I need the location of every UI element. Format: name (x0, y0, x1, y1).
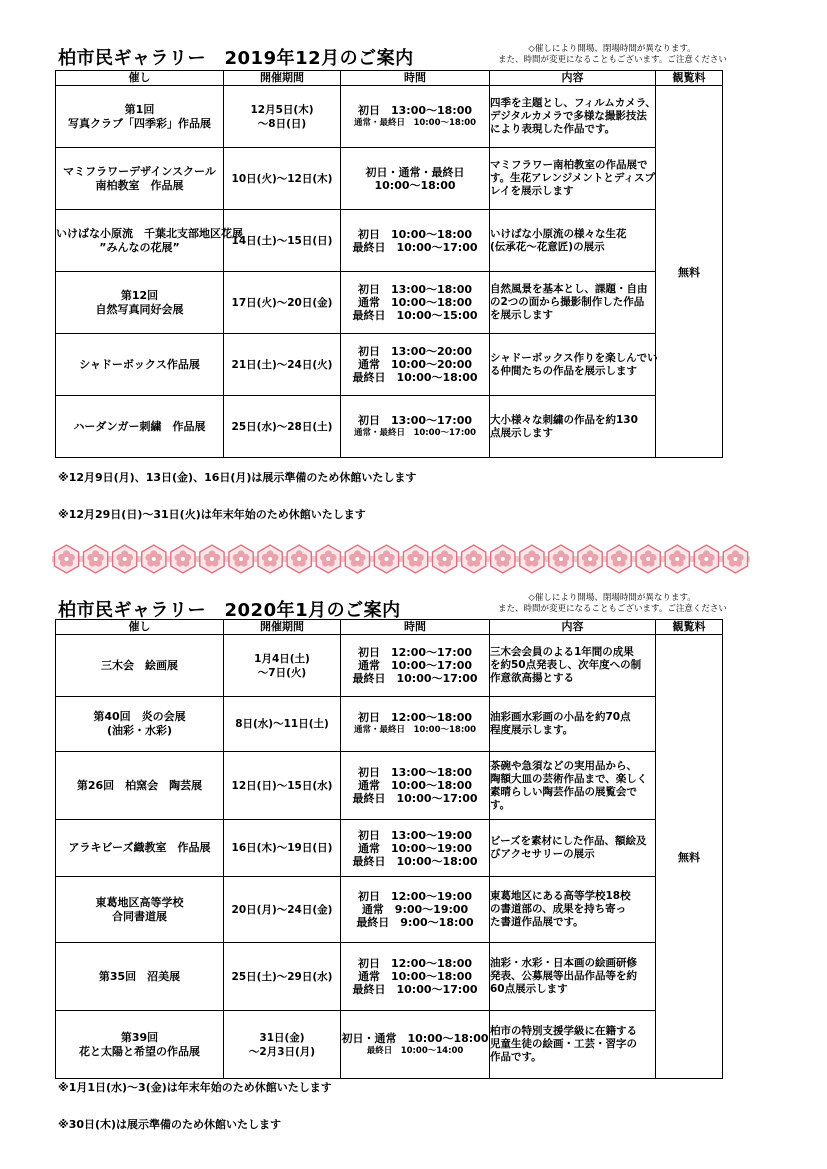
flower-petal (233, 554, 240, 561)
december-notice (498, 44, 726, 66)
event-description-line: 自然風景を基本とし、課題・自由 (490, 283, 648, 295)
event-description (490, 943, 656, 1011)
event-description-line: 素晴らしい陶芸作品の展覧会で (490, 785, 637, 798)
event-description-line: レイを展示します (490, 185, 574, 197)
event-name-line: 第12回 (120, 288, 159, 302)
event-description (490, 752, 656, 820)
flower-petal (175, 554, 182, 561)
event-hours (341, 697, 490, 752)
floral-border-decoration (52, 540, 750, 578)
event-description-line: びアクセサリーの展示 (490, 848, 595, 860)
event-name-line: 第40回 炎の会展 (93, 710, 186, 723)
flower-center (326, 557, 330, 561)
event-hours (341, 396, 490, 458)
event-hours-line: 初日 13:00～20:00 (357, 345, 473, 358)
event-hours-line: 最終日 10:00～18:00 (352, 371, 478, 384)
event-description-line: シャドーボックス作りを楽しんでい (490, 351, 658, 364)
flower-center (646, 557, 650, 561)
event-description (490, 697, 656, 752)
january-closure-note: ※30日(木)は展示準備のため休館いたします (58, 1118, 282, 1131)
event-name-line: 自然写真同好会展 (95, 302, 184, 316)
notice-line: ◇催しにより開場、閉場時間が異なります。 (528, 44, 696, 54)
event-hours-line: 初日 10:00～18:00 (357, 227, 473, 241)
admission-fee: 無料 (656, 86, 723, 458)
event-hours (341, 86, 490, 148)
event-description-line: を約50点発表し、次年度への制 (490, 659, 642, 671)
december-schedule-table (55, 70, 723, 458)
flower-petal (291, 554, 298, 561)
december-title: 柏市民ギャラリー 2019年12月のご案内 (58, 48, 414, 69)
event-hours-line: 最終日 10:00～14:00 (366, 1045, 464, 1056)
event-hours-line: 初日 12:00～18:00 (357, 957, 473, 970)
event-hours (341, 334, 490, 396)
event-hours-line: 通常 10:00～18:00 (357, 970, 473, 983)
event-period (224, 697, 341, 752)
event-description (490, 635, 656, 697)
event-name (56, 272, 224, 334)
event-hours-line: 通常 10:00～20:00 (357, 358, 473, 371)
notice-line: ◇催しにより開場、閉場時間が異なります。 (528, 593, 696, 603)
event-hours-line: 通常・最終日 10:00～18:00 (353, 725, 477, 735)
event-description (490, 396, 656, 458)
event-name (56, 148, 224, 210)
table-row (56, 334, 723, 396)
event-description-line: 発表、公募展等出品作品等を約 (490, 970, 637, 982)
flower-center (704, 557, 708, 561)
event-period-line: 12月5日(木) (250, 103, 314, 116)
flower-center (239, 557, 243, 561)
flower-petal (262, 554, 269, 561)
header-fee: 観覧料 (656, 71, 723, 86)
event-hours-line: 初日 12:00～19:00 (357, 890, 473, 903)
event-description (490, 1011, 656, 1079)
event-hours-line: 初日 12:00～17:00 (357, 646, 473, 659)
event-hours (341, 877, 490, 943)
event-description-line: マミフラワー南柏教室の作品展で (490, 159, 648, 171)
flower-center (65, 557, 69, 561)
event-hours-line: 通常・最終日 10:00～17:00 (353, 427, 477, 438)
event-hours-line: 初日 13:00～17:00 (357, 413, 473, 427)
event-name (56, 635, 224, 697)
header-hours: 時間 (341, 71, 490, 86)
event-period-line: ～2月3日(月) (248, 1045, 316, 1058)
flower-petal (640, 554, 647, 561)
event-period (224, 86, 341, 148)
event-hours-line: 初日 13:00～18:00 (357, 103, 473, 117)
event-hours (341, 943, 490, 1011)
event-period (224, 820, 341, 877)
admission-fee: 無料 (656, 635, 723, 1079)
flower-petal (145, 554, 152, 561)
event-name-line: シャドーボックス作品展 (79, 357, 200, 371)
event-hours-line: 最終日 10:00～17:00 (352, 792, 478, 805)
event-description-line: 柏市の特別支援学級に在籍する (490, 1025, 637, 1037)
flower-center (414, 557, 418, 561)
event-hours (341, 635, 490, 697)
event-hours-line: 初日・通常・最終日 (365, 165, 465, 179)
event-period-line: 21日(土)～24日(火) (231, 358, 333, 371)
event-hours (341, 820, 490, 877)
event-name-line: アラキビーズ織教室 作品展 (68, 841, 211, 854)
event-hours (341, 148, 490, 210)
flower-petal (320, 554, 327, 561)
january-schedule-table (55, 619, 723, 1079)
table-row (56, 877, 723, 943)
event-period-line: 12日(日)～15日(水) (231, 779, 333, 792)
december-closure-note: ※12月9日(月)、13日(金)、16日(月)は展示準備のため休館いたします (58, 471, 417, 484)
table-row (56, 148, 723, 210)
event-period-line: 25日(土)～29日(水) (231, 970, 333, 983)
event-period-line: 8日(水)～11日(土) (235, 718, 329, 730)
flower-petal (436, 554, 443, 561)
event-description (490, 148, 656, 210)
flower-petal (494, 554, 501, 561)
event-period-line: 16日(木)～19日(日) (231, 842, 333, 854)
table-row (56, 943, 723, 1011)
event-hours (341, 1011, 490, 1079)
header-fee: 観覧料 (656, 620, 723, 635)
flower-center (443, 557, 447, 561)
flower-petal (407, 554, 414, 561)
event-period (224, 334, 341, 396)
event-hours-line: 通常 10:00～18:00 (357, 779, 473, 792)
event-name (56, 943, 224, 1011)
event-description (490, 272, 656, 334)
flower-center (617, 557, 621, 561)
event-description-line: ビーズを素材にした作品、額絵及 (490, 835, 647, 847)
event-name (56, 334, 224, 396)
event-hours (341, 752, 490, 820)
event-description (490, 877, 656, 943)
event-description-line: 四季を主題とし、フィルムカメラ、 (490, 97, 656, 109)
header-period: 開催期間 (224, 71, 341, 86)
event-description (490, 820, 656, 877)
flower-petal (524, 554, 531, 561)
event-name-line: 第1回 (124, 102, 155, 116)
table-row (56, 210, 723, 272)
event-period-line: 14日(土)～15日(日) (231, 234, 333, 247)
flower-center (123, 557, 127, 561)
event-description (490, 86, 656, 148)
event-name-line: 第35回 沼美展 (98, 969, 181, 983)
flower-petal (204, 554, 211, 561)
event-hours-line: 最終日 10:00～18:00 (352, 854, 478, 868)
event-hours (341, 210, 490, 272)
event-period-line: ～8日(日) (257, 117, 307, 130)
flower-center (472, 557, 476, 561)
event-description-line: 程度展示します。 (490, 724, 574, 736)
january-title: 柏市民ギャラリー 2020年1月のご案内 (58, 600, 401, 621)
flower-center (675, 557, 679, 561)
event-description-line: 東葛地区にある高等学校18校 (490, 890, 631, 902)
flower-petal (727, 554, 734, 561)
flower-center (733, 557, 737, 561)
event-hours-line: 初日 12:00～18:00 (357, 711, 473, 724)
table-row (56, 396, 723, 458)
event-period (224, 752, 341, 820)
event-name (56, 877, 224, 943)
event-period (224, 877, 341, 943)
event-description-line: す。 (490, 798, 511, 811)
event-period (224, 943, 341, 1011)
event-description-line: 大小様々な刺繍の作品を約130 (490, 413, 638, 426)
event-description-line: 作品です。 (490, 1051, 542, 1063)
event-name (56, 86, 224, 148)
table-row (56, 86, 723, 148)
event-hours-line: 最終日 9:00～18:00 (356, 916, 474, 929)
event-period-line: 10日(火)～12日(木) (231, 172, 333, 185)
header-event: 催し (56, 71, 224, 86)
flower-center (94, 557, 98, 561)
event-description-line: 陶額大皿の芸術作品まで、楽しく (490, 772, 648, 785)
flower-petal (87, 554, 94, 561)
event-description-line: の書道部の、成果を持ち寄っ (490, 903, 627, 915)
event-period (224, 396, 341, 458)
event-hours-line: 通常 10:00～17:00 (357, 659, 473, 672)
event-description-line: 作意欲高揚とする (490, 672, 574, 684)
event-name (56, 1011, 224, 1079)
event-period-line: 20日(月)～24日(金) (231, 903, 333, 916)
flower-center (384, 557, 388, 561)
header-description: 内容 (490, 71, 656, 86)
event-name-line: ハーダンガー刺繍 作品展 (73, 419, 206, 433)
event-hours-line: 通常・最終日 10:00～18:00 (353, 117, 477, 128)
event-description-line: (伝承花～花意匠)の展示 (490, 240, 605, 253)
event-period (224, 272, 341, 334)
event-name-line: 第26回 柏窯会 陶芸展 (76, 778, 203, 792)
header-hours: 時間 (341, 620, 490, 635)
flower-petal (611, 554, 618, 561)
event-period-line: 17日(火)～20日(金) (231, 296, 333, 309)
flower-petal (465, 554, 472, 561)
january-notice (498, 593, 726, 615)
event-description-line: の2つの面から撮影制作した作品 (490, 296, 645, 308)
event-description-line: デジタルカメラで多様な撮影技法 (490, 110, 647, 122)
event-description-line: る仲間たちの作品を展示します (490, 364, 637, 377)
event-hours-line: 最終日 10:00～15:00 (352, 309, 478, 322)
table-row (56, 697, 723, 752)
event-period (224, 1011, 341, 1079)
event-name-line: マミフラワーデザインスクール (63, 164, 216, 178)
header-period: 開催期間 (224, 620, 341, 635)
event-name-line: 花と太陽と希望の作品展 (79, 1044, 200, 1058)
event-description-line: 児童生徒の絵画・工芸・習字の (490, 1038, 637, 1050)
event-name-line: (油彩・水彩) (106, 724, 173, 737)
flower-petal (378, 554, 385, 561)
event-description-line: 茶碗や急須などの実用品から、 (490, 759, 637, 772)
flower-center (530, 557, 534, 561)
flower-petal (58, 554, 65, 561)
flower-center (297, 557, 301, 561)
table-row (56, 635, 723, 697)
event-hours-line: 最終日 10:00～17:00 (352, 672, 478, 685)
event-name-line: 東葛地区高等学校 (95, 895, 184, 909)
flower-center (268, 557, 272, 561)
flower-petal (553, 554, 560, 561)
table-row (56, 752, 723, 820)
event-hours-line: 最終日 10:00～17:00 (352, 983, 478, 996)
flower-center (210, 557, 214, 561)
event-period (224, 210, 341, 272)
flower-center (588, 557, 592, 561)
event-period-line: 31日(金) (259, 1031, 305, 1044)
event-hours-line: 初日 13:00～19:00 (357, 828, 473, 842)
event-hours-line: 初日 13:00～18:00 (357, 283, 473, 296)
flower-petal (349, 554, 356, 561)
event-description-line: いけばな小原流の様々な生花 (490, 227, 627, 240)
event-name-line: ”みんなの花展” (99, 240, 180, 254)
event-period (224, 635, 341, 697)
event-name-line: 写真クラブ「四季彩」作品展 (68, 116, 211, 130)
event-description-line: を展示します (490, 309, 553, 321)
header-description: 内容 (490, 620, 656, 635)
january-closure-note: ※1月1日(水)～3(金)は年末年始のため休館いたします (58, 1081, 332, 1094)
event-hours-line: 通常 10:00～19:00 (357, 841, 473, 855)
event-hours-line: 10:00～18:00 (374, 178, 456, 192)
flower-petal (116, 554, 123, 561)
notice-line: また、時間が変更になることもございます。ご注意ください (498, 604, 727, 614)
event-period-line: 25日(水)～28日(土) (231, 420, 333, 433)
event-period-line: ～7日(火) (257, 666, 307, 679)
table-row (56, 272, 723, 334)
flower-petal (698, 554, 705, 561)
event-name (56, 396, 224, 458)
flower-petal (582, 554, 589, 561)
event-name-line: 第39回 (120, 1030, 159, 1044)
flower-center (355, 557, 359, 561)
event-name (56, 697, 224, 752)
event-hours-line: 通常 10:00～18:00 (357, 296, 473, 309)
event-description-line: た書道作品展です。 (490, 916, 584, 928)
event-hours (341, 272, 490, 334)
event-name-line: 合同書道展 (112, 909, 167, 923)
flower-petal (669, 554, 676, 561)
flower-center (181, 557, 185, 561)
flower-center (559, 557, 563, 561)
event-description-line: 三木会会員のよる1年間の成果 (490, 646, 634, 658)
event-description (490, 210, 656, 272)
event-description-line: 60点展示します (490, 983, 568, 995)
event-description-line: 点展示します (490, 426, 553, 439)
event-name (56, 752, 224, 820)
event-name-line: いけばな小原流 千葉北支部地区花展 (56, 226, 243, 240)
event-description-line: 油彩画水彩画の小品を約70点 (490, 711, 631, 723)
table-row (56, 820, 723, 877)
event-hours-line: 最終日 10:00～17:00 (352, 240, 478, 254)
event-description-line: により表現した作品です。 (490, 123, 616, 135)
december-closure-note: ※12月29日(日)～31日(火)は年末年始のため休館いたします (58, 508, 366, 521)
table-row (56, 1011, 723, 1079)
event-hours-line: 初日 13:00～18:00 (357, 766, 473, 779)
event-period (224, 148, 341, 210)
event-hours-line: 初日・通常 10:00～18:00 (341, 1031, 489, 1045)
header-event: 催し (56, 620, 224, 635)
event-period-line: 1月4日(土) (254, 652, 310, 665)
event-description (490, 334, 656, 396)
event-description-line: 油彩・水彩・日本画の絵画研修 (490, 957, 637, 969)
event-name-line: 三木会 絵画展 (101, 658, 178, 672)
flower-center (501, 557, 505, 561)
event-name (56, 820, 224, 877)
event-name (56, 210, 243, 272)
flower-center (152, 557, 156, 561)
notice-line: また、時間が変更になることもございます。ご注意ください (498, 55, 727, 65)
event-hours-line: 通常 9:00～19:00 (361, 903, 469, 916)
event-name-line: 南柏教室 作品展 (95, 178, 184, 192)
event-description-line: す。生花アレンジメントとディスプ (490, 172, 656, 184)
